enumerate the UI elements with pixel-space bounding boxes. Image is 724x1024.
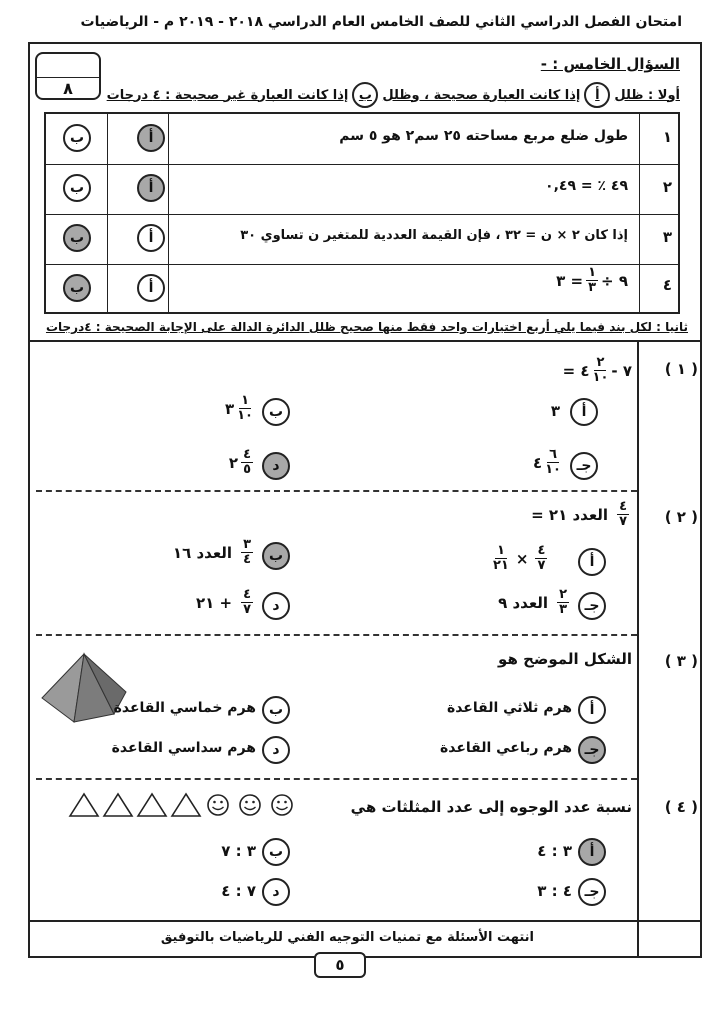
q2-stem: [531, 500, 632, 529]
tf-row-3-num: ٣: [662, 228, 672, 246]
part2-instruction: ثانيا : لكل بند فيما يلي أربع اختيارات واحد فقط منها صحيح ظلل الدائرة الدالة على الإجابة الصحيحة : ٤درجات: [45, 320, 688, 334]
part1-instruction-c: إذا كانت العبارة غير صحيحة : ٤ درجات: [106, 87, 349, 103]
triangle-shape-3: [138, 794, 166, 816]
page-number: ٥: [335, 956, 345, 974]
q1-option-d-whole: ٢: [228, 453, 239, 472]
part2-top-rule: [28, 340, 702, 342]
q2-stem-text: العدد ٢١ =: [531, 505, 609, 524]
tf-row-1-option-a[interactable]: أ: [137, 124, 165, 152]
q1-option-a-text: ٣: [550, 402, 560, 420]
number-column-divider: [637, 340, 639, 958]
q2-option-a-numerator-1: ٤: [537, 543, 546, 558]
q1-stem-numerator: ٢: [596, 355, 605, 370]
tf-row-2-option-b[interactable]: ب: [63, 174, 91, 202]
q2-option-a-denominator-1: ٧: [537, 558, 546, 573]
q2-stem-fraction: [617, 500, 629, 529]
q1-option-c-circle[interactable]: جـ: [570, 452, 598, 480]
q2-option-d-value: [196, 588, 256, 617]
smiley-face-icon-2: [240, 795, 260, 815]
q3-option-c-circle[interactable]: جـ: [578, 736, 606, 764]
tf-row-3-option-b[interactable]: ب: [63, 224, 91, 252]
q3-option-d-circle[interactable]: د: [262, 736, 290, 764]
q4-option-b-text: ٣ : ٧: [221, 842, 256, 860]
tf-row-1-option-b[interactable]: ب: [63, 124, 91, 152]
divider-q2-q3: [36, 634, 637, 636]
q2-option-a-circle[interactable]: أ: [578, 548, 606, 576]
q4-stem: نسبة عدد الوجوه إلى عدد المثلثات هي: [350, 798, 632, 816]
triangle-shape-2: [104, 794, 132, 816]
tf-row-1-num: ١: [662, 128, 672, 146]
q1-option-d-fraction: [241, 448, 253, 477]
q2-option-b-denominator: ٤: [243, 552, 251, 567]
question-title: السؤال الخامس : -: [540, 55, 680, 73]
tf-row-4-option-a[interactable]: أ: [137, 274, 165, 302]
q1-option-c-denominator: ١٠: [545, 462, 561, 477]
q2-option-c-circle[interactable]: جـ: [578, 592, 606, 620]
tf-row-4-numerator: ١: [588, 265, 597, 280]
q1-option-b-numerator: ١: [241, 393, 250, 408]
q4-number: ( ٤ ): [664, 798, 698, 816]
q1-option-c-numerator: ٦: [549, 447, 558, 462]
q2-option-b-numerator: ٣: [243, 537, 251, 552]
part1-instruction-a: أولا : ظلل: [614, 87, 680, 103]
q1-stem-fraction: [593, 356, 609, 385]
q2-option-d-text: + ٢١: [195, 593, 233, 612]
q2-stem-numerator: ٤: [619, 499, 627, 514]
tf-row-4-num: ٤: [662, 276, 672, 294]
q2-option-d-circle[interactable]: د: [262, 592, 290, 620]
q1-option-d-numerator: ٤: [243, 447, 251, 462]
q4-option-a-circle[interactable]: أ: [578, 838, 606, 866]
q2-number: ( ٢ ): [664, 508, 698, 526]
q1-option-b-fraction: [237, 394, 253, 423]
q3-stem: الشكل الموضح هو: [498, 650, 632, 668]
q1-option-a-circle[interactable]: أ: [570, 398, 598, 426]
q3-option-b-circle[interactable]: ب: [262, 696, 290, 724]
q2-option-a-operator: ×: [515, 549, 529, 568]
q1-option-b-whole: ٣: [224, 399, 235, 418]
tf-row-4-fraction: [586, 266, 598, 295]
triangle-shape-1: [70, 794, 98, 816]
q3-option-b-text: هرم خماسي القاعدة: [113, 700, 256, 716]
q3-number: ( ٣ ): [664, 652, 698, 670]
q1-option-b-denominator: ١٠: [237, 408, 253, 423]
q3-option-d-text: هرم سداسي القاعدة: [111, 740, 256, 756]
part1-instruction-b: إذا كانت العبارة صحيحة ، وظلل: [382, 87, 581, 103]
smiley-face-icon-1: [208, 795, 228, 815]
tf-row-3-option-a[interactable]: أ: [137, 224, 165, 252]
tf-row-4-right: = ٣: [556, 271, 584, 290]
q3-option-a-circle[interactable]: أ: [578, 696, 606, 724]
q2-option-a-denominator-2: ٢١: [493, 558, 509, 573]
q2-option-c-value: [498, 588, 572, 617]
q2-option-b-value: [173, 538, 256, 567]
q2-option-d-denominator: ٧: [243, 602, 251, 617]
q1-option-b-value: [225, 394, 256, 423]
q1-option-b-circle[interactable]: ب: [262, 398, 290, 426]
q2-option-b-fraction: [241, 538, 253, 567]
q1-option-d-circle[interactable]: د: [262, 452, 290, 480]
q1-stem-b: ٤ =: [562, 361, 590, 380]
tf-row-2-text: ٤٩ ٪ = ٠,٤٩: [545, 178, 628, 194]
q1-option-c-value: [533, 448, 564, 477]
q1-option-c-whole: ٤: [532, 453, 543, 472]
q1-option-d-value: [229, 448, 256, 477]
footer-rule: [28, 920, 702, 922]
divider-q1-q2: [36, 490, 637, 492]
q2-option-d-fraction: [241, 588, 253, 617]
tf-row-4-option-b[interactable]: ب: [63, 274, 91, 302]
q3-option-c-text: هرم رباعي القاعدة: [439, 740, 572, 756]
q3-option-a-text: هرم ثلاثي القاعدة: [446, 700, 572, 716]
triangle-shape-4: [172, 794, 200, 816]
instruction-circle-b: ب: [352, 82, 378, 108]
page-number-box: [314, 952, 366, 978]
q2-stem-denominator: ٧: [619, 514, 627, 529]
divider-q3-q4: [36, 778, 637, 780]
tf-row-4-expression: [556, 266, 628, 295]
footer-text: انتهت الأسئلة مع تمنيات التوجيه الفني للرياضيات بالتوفيق: [160, 930, 534, 945]
q4-option-c-text: ٤ : ٣: [537, 882, 572, 900]
q2-option-c-text: العدد ٩: [498, 593, 549, 612]
q1-number: ( ١ ): [664, 360, 698, 378]
q2-option-a-fraction-2: [493, 544, 509, 573]
q2-option-a-fraction-1: [535, 544, 547, 573]
pyramid-figure: [38, 650, 130, 730]
q1-stem-denominator: ١٠: [592, 370, 609, 385]
q1-option-d-denominator: ٥: [243, 462, 251, 477]
q2-option-b-circle[interactable]: ب: [262, 542, 290, 570]
page-title: امتحان الفصل الدراسي الثاني للصف الخامس العام الدراسي ٢٠١٨ - ٢٠١٩ م - الرياضيات: [80, 14, 682, 30]
tf-row-3-text: إذا كان ٢ × ن = ٣٢ ، فإن القيمة العددية للمتغير ن تساوي ٣٠: [240, 228, 628, 243]
q2-option-a-value: [490, 544, 550, 573]
q2-option-d-numerator: ٤: [243, 587, 251, 602]
q4-option-b-circle[interactable]: ب: [262, 838, 290, 866]
q4-option-c-circle[interactable]: جـ: [578, 878, 606, 906]
q1-stem: [563, 356, 632, 385]
score-box: [35, 52, 101, 100]
q2-option-b-text: العدد ١٦: [172, 543, 233, 562]
q4-option-d-circle[interactable]: د: [262, 878, 290, 906]
part1-instruction: [107, 82, 680, 108]
tf-row-4-denominator: ٣: [588, 280, 597, 295]
q2-option-c-numerator: ٢: [559, 587, 567, 602]
tf-row-2-option-a[interactable]: أ: [137, 174, 165, 202]
q4-option-a-text: ٣ : ٤: [537, 842, 572, 860]
q2-option-a-numerator-2: ١: [496, 543, 505, 558]
tf-row-1-text: طول ضلع مربع مساحته ٢٥ سم٢ هو ٥ سم: [339, 128, 628, 144]
q2-option-c-denominator: ٣: [559, 602, 567, 617]
tf-row-2-num: ٢: [662, 178, 672, 196]
q1-option-c-fraction: [545, 448, 561, 477]
instruction-circle-a: أ: [584, 82, 610, 108]
score-value: ٨: [63, 79, 73, 98]
smiley-face-icon-3: [272, 795, 292, 815]
shapes-row: [66, 790, 298, 820]
tf-row-4-left: ٩ ÷: [601, 271, 628, 290]
q1-stem-a: ٧ -: [611, 361, 632, 380]
q2-option-c-fraction: [557, 588, 569, 617]
q4-option-d-text: ٧ : ٤: [221, 882, 256, 900]
